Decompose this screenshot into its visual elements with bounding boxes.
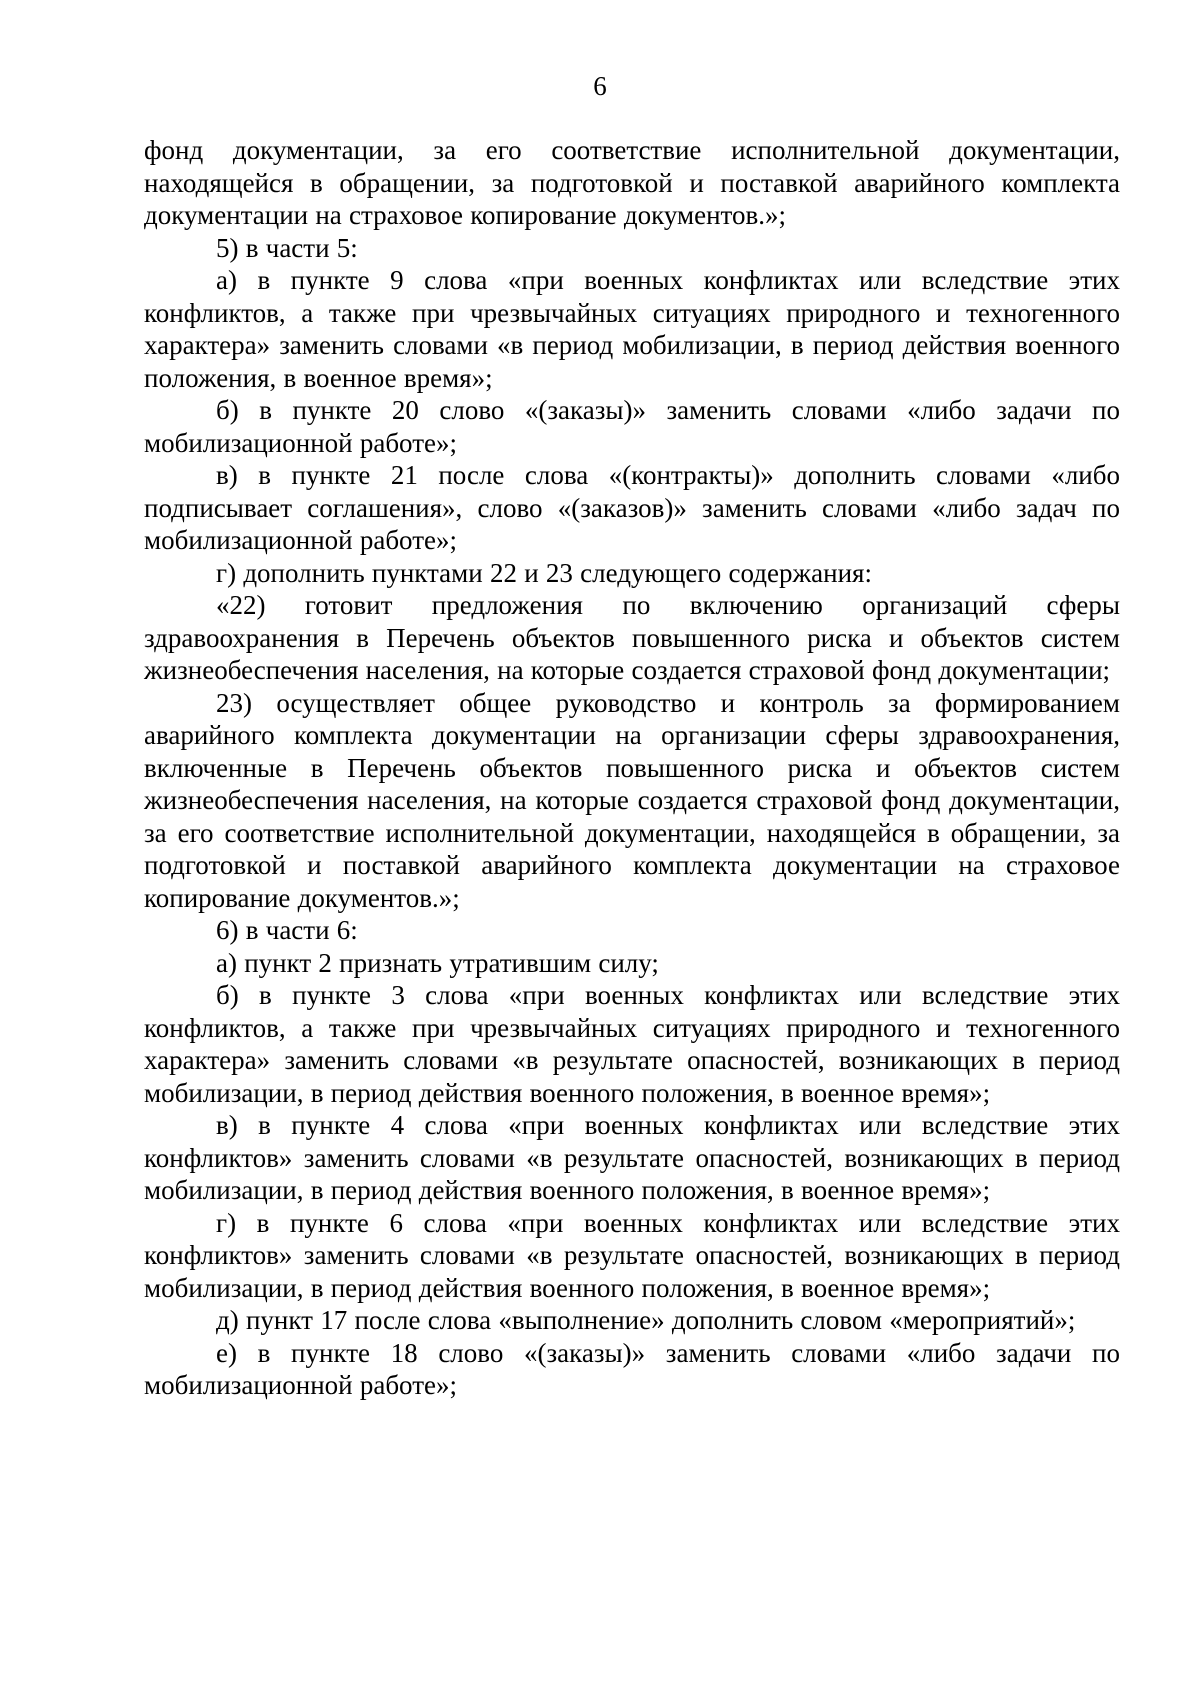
paragraph-continuation: фонд документации, за его соответствие исполнительной документации, находящейся в обращении, за подготовкой и поставкой аварийного комплекта документации на страховое копирование документов.»; bbox=[144, 135, 1120, 230]
document-body bbox=[144, 134, 1120, 1402]
paragraph-5v: в) в пункте 21 после слова «(контракты)» дополнить словами «либо подписывает соглашения», слово «(заказов)» заменить словами «либо задач по мобилизационной работе»; bbox=[144, 460, 1120, 555]
paragraph-part-5: 5) в части 5: bbox=[216, 232, 358, 263]
paragraph-6d: д) пункт 17 после слова «выполнение» дополнить словом «мероприятий»; bbox=[216, 1305, 1076, 1335]
paragraph-item-22: «22) готовит предложения по включению организаций сферы здравоохранения в Перечень объектов повышенного риска и объектов систем жизнеобеспечения населения, на которые создается страховой фонд документации; bbox=[144, 590, 1120, 685]
paragraph-6a: а) пункт 2 признать утратившим силу; bbox=[216, 947, 659, 978]
paragraph-5a: а) в пункте 9 слова «при военных конфликтах или вследствие этих конфликтов, а также при чрезвычайных ситуациях природного и техногенного характера» заменить словами «в период мобилизации, в период действия военного положения, в военное время»; bbox=[144, 265, 1120, 393]
paragraph-6g: г) в пункте 6 слова «при военных конфликтах или вследствие этих конфликтов» заменить словами «в результате опасностей, возникающих в период мобилизации, в период действия военного положения, в военное время»; bbox=[144, 1207, 1120, 1303]
page-number: 6 bbox=[593, 71, 607, 101]
paragraph-5b: б) в пункте 20 слово «(заказы)» заменить словами «либо задачи по мобилизационной работе»; bbox=[144, 395, 1120, 458]
paragraph-item-23: 23) осуществляет общее руководство и контроль за формированием аварийного комплекта документации на организации сферы здравоохранения, включенные в Перечень объектов повышенного риска и объектов систем жизнеобеспечения населения, на которые создается страховой фонд документации, за его соответствие исполнительной документации, находящейся в обращении, за подготовкой и поставкой аварийного комплекта документации на страховое копирование документов.»; bbox=[144, 687, 1120, 913]
paragraph-6b: б) в пункте 3 слова «при военных конфликтах или вследствие этих конфликтов, а также при чрезвычайных ситуациях природного и техногенного характера» заменить словами «в результате опасностей, возникающих в период мобилизации, в период действия военного положения, в военное время»; bbox=[144, 980, 1120, 1108]
paragraph-6v: в) в пункте 4 слова «при военных конфликтах или вследствие этих конфликтов» заменить словами «в результате опасностей, возникающих в период мобилизации, в период действия военного положения, в военное время»; bbox=[144, 1110, 1120, 1205]
paragraph-6e: е) в пункте 18 слово «(заказы)» заменить словами «либо задачи по мобилизационной работе»; bbox=[144, 1337, 1120, 1400]
paragraph-5g: г) дополнить пунктами 22 и 23 следующего содержания: bbox=[216, 557, 872, 588]
paragraph-part-6: 6) в части 6: bbox=[216, 915, 358, 945]
